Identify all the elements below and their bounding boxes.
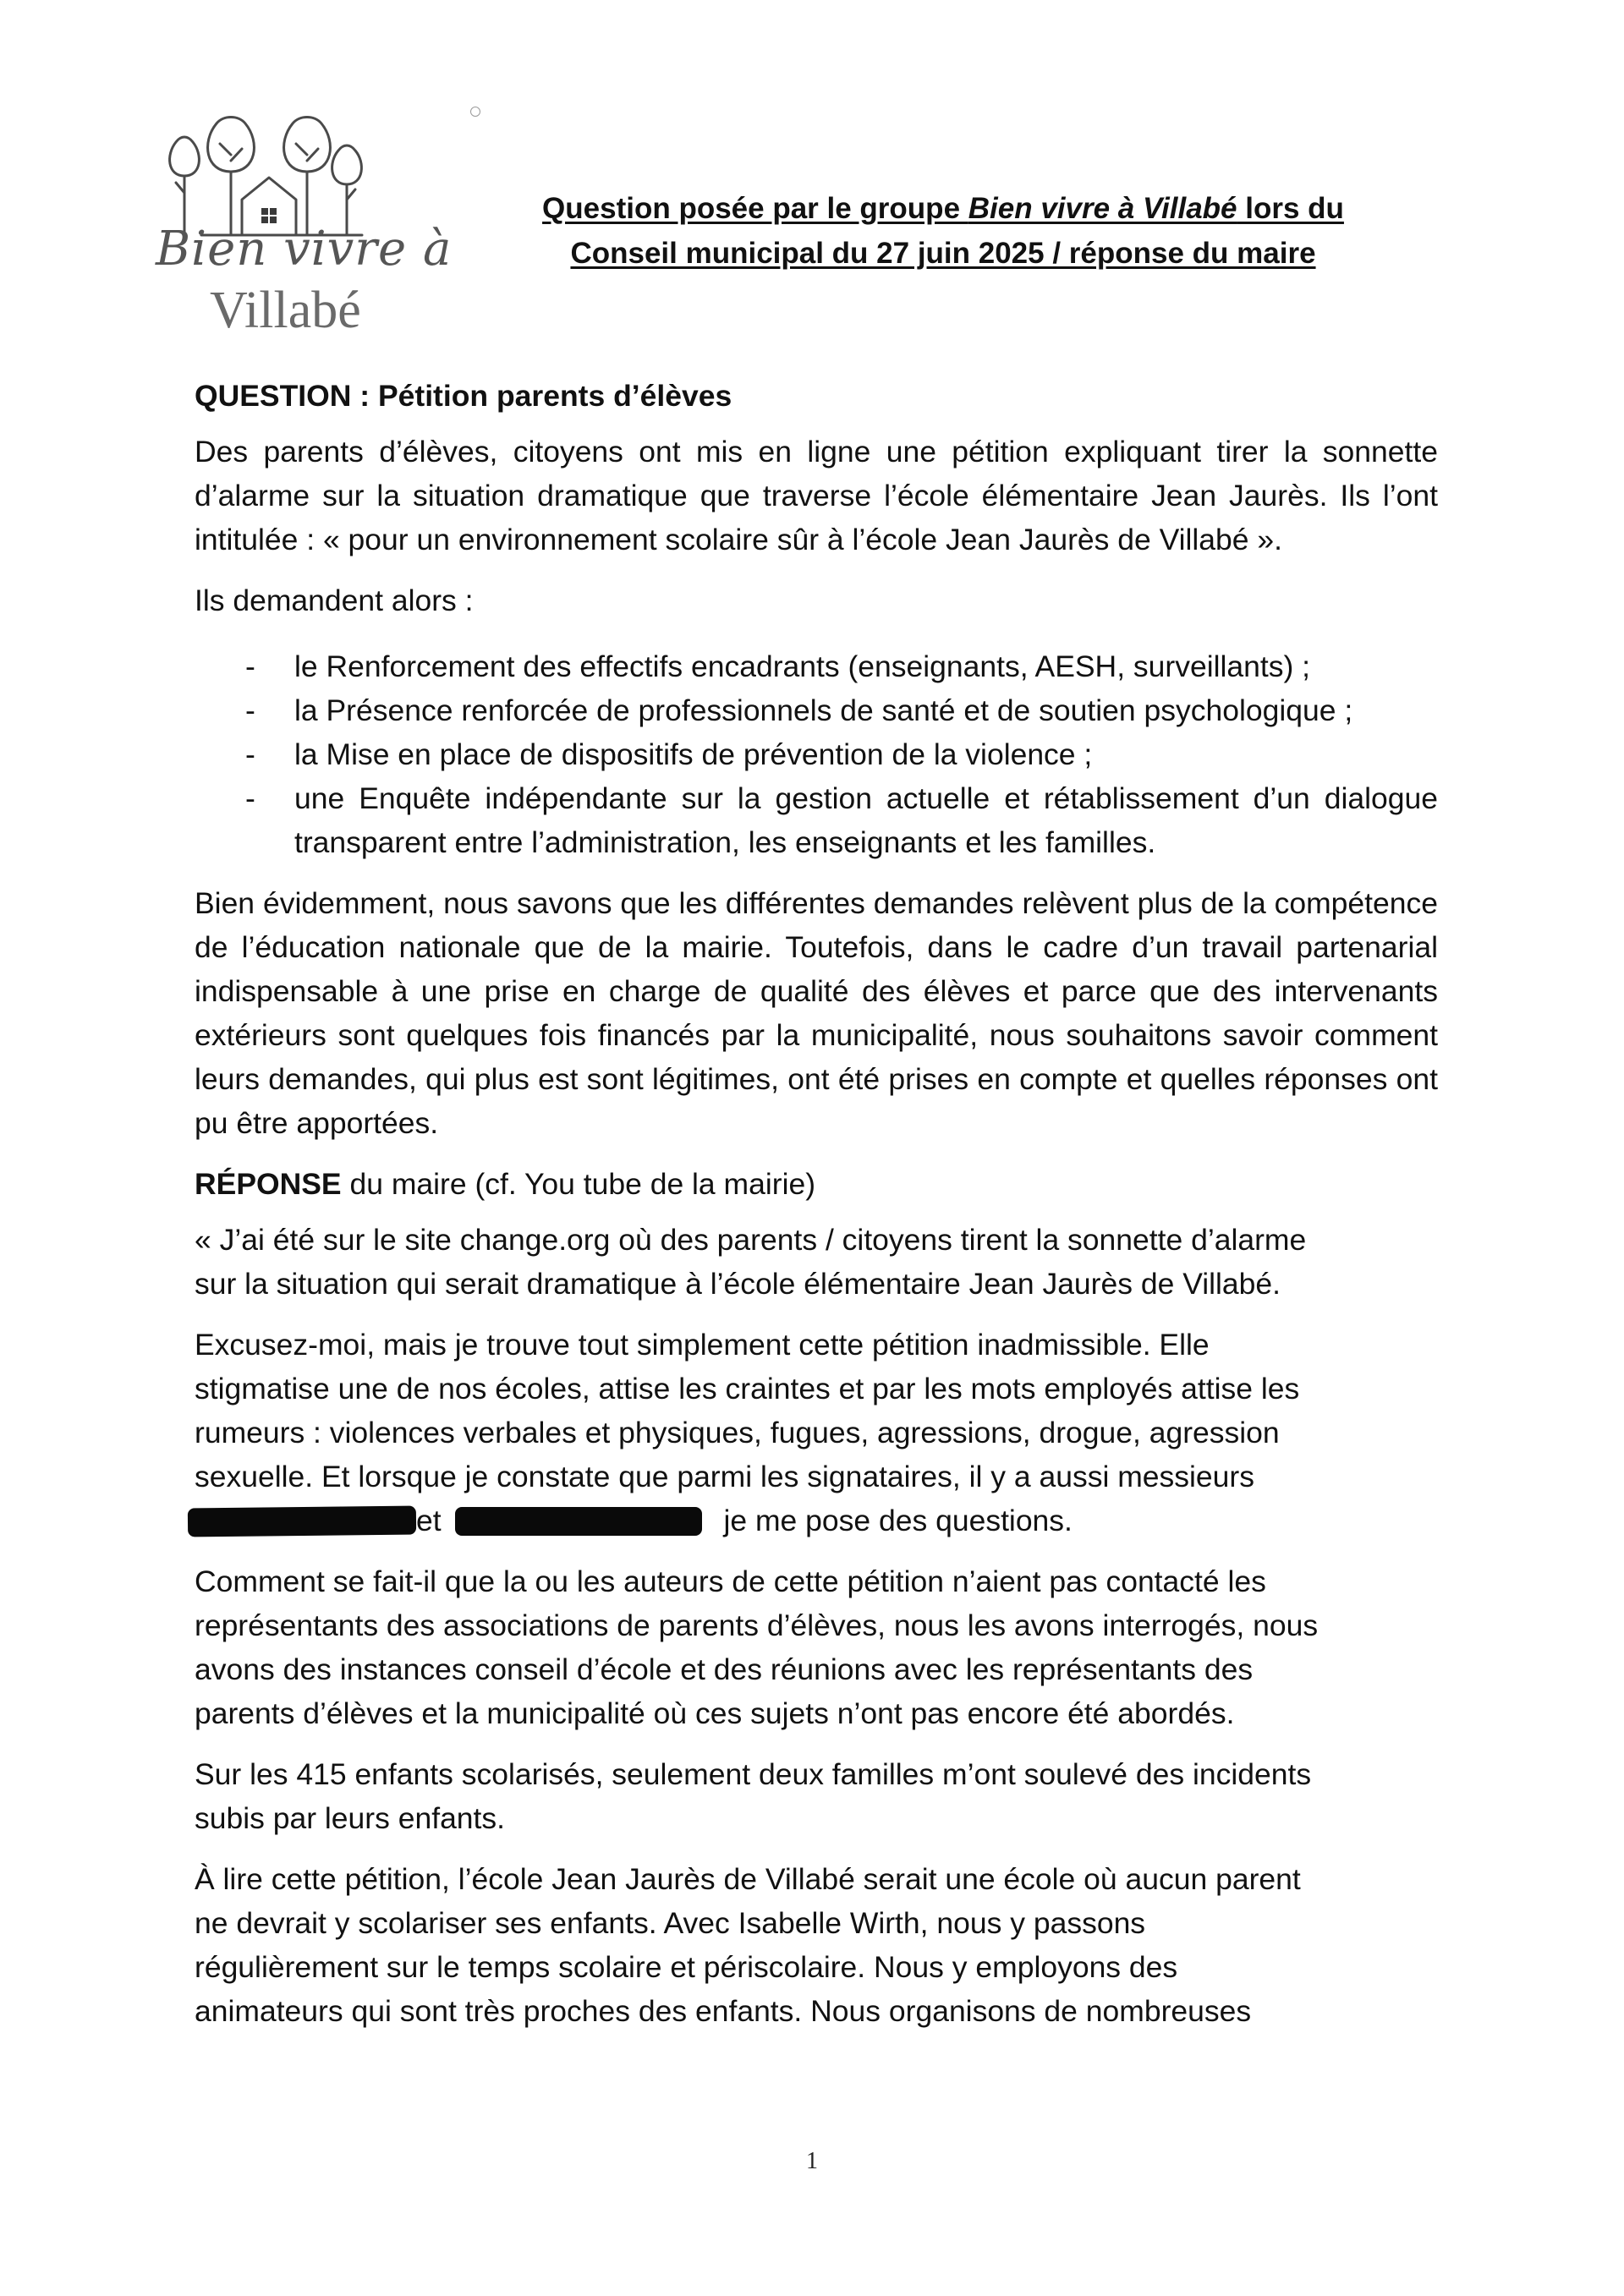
redacted-name-2 bbox=[455, 1507, 702, 1536]
title-line-2: Conseil municipal du 27 juin 2025 / réponse du maire bbox=[570, 237, 1316, 270]
demands-lead: Ils demandent alors : bbox=[195, 584, 474, 617]
page-number: 1 bbox=[806, 2148, 818, 2174]
response-paragraph-3: Comment se fait-il que la ou les auteurs de cette pétition n’aient pas contacté les représentants des associations de parents d’élèves, nous les avons interrogés, nous avons des instances conseil d’école et des réunions avec les représentants des parents d’élèves et la municipalité où ces sujets n’ont pas encore été abordés. bbox=[195, 1564, 1319, 1730]
list-item: - la Mise en place de dispositifs de prévention de la violence ; bbox=[245, 737, 1093, 771]
document-title bbox=[474, 186, 1413, 276]
response-paragraph-4: Sur les 415 enfants scolarisés, seulement deux familles m’ont soulevé des incidents subis par leurs enfants. bbox=[195, 1757, 1312, 1835]
response-paragraph-1: « J’ai été sur le site change.org où des parents / citoyens tirent la sonnette d’alarme sur la situation qui serait dramatique à l’école élémentaire Jean Jaurès de Villabé. bbox=[195, 1223, 1307, 1301]
list-item: - le Renforcement des effectifs encadrants (enseignants, AESH, surveillants) ; bbox=[245, 649, 1311, 683]
question-intro: Des parents d’élèves, citoyens ont mis en ligne une pétition expliquant tirer la sonnette d’alarme sur la situation dramatique que traverse l’école élémentaire Jean Jaurès. Ils l’ont intitulée : « pour un environnement scolaire sûr à l’école Jean Jaurès de Villabé ». bbox=[195, 435, 1438, 556]
logo-town-text: Villabé bbox=[210, 282, 361, 339]
question-closing: Bien évidemment, nous savons que les différentes demandes relèvent plus de la compétence de l’éducation nationale que de la mairie. Toutefois, dans le cadre d’un travail partenarial indispensable à une prise en charge de qualité des élèves et parce que des intervenants extérieurs sont quelques fois financés par la municipalité, nous souhaitons savoir comment leurs demandes, qui plus est sont légitimes, ont été prises en compte et quelles réponses ont pu être apportées. bbox=[195, 886, 1438, 1140]
question-heading: QUESTION : Pétition parents d’élèves bbox=[195, 379, 732, 413]
group-name: Bien vivre à Villabé bbox=[968, 192, 1237, 225]
list-item: - la Présence renforcée de professionnels de santé et de soutien psychologique ; bbox=[245, 693, 1353, 727]
decorative-circle-icon bbox=[470, 107, 480, 117]
demands-list bbox=[195, 644, 1438, 864]
title-line-1: Question posée par le groupe Bien vivre à Villabé lors du bbox=[542, 192, 1344, 225]
response-paragraph-5: À lire cette pétition, l’école Jean Jaurès de Villabé serait une école où aucun parent ne devrait y scolariser ses enfants. Avec Isabelle Wirth, nous y passons régulièrement sur le temps scolaire et périscolaire. Nous y employons des animateurs qui sont très proches des enfants. Nous organisons de nombreuses bbox=[195, 1862, 1301, 2028]
list-item: - une Enquête indépendante sur la gestion actuelle et rétablissement d’un dialogue transparent entre l’administration, les enseignants et les familles. bbox=[245, 781, 1438, 859]
logo-script-text: Bien vivre à bbox=[156, 222, 453, 277]
redacted-name-1 bbox=[188, 1506, 416, 1537]
response-heading: RÉPONSE du maire (cf. You tube de la mairie) bbox=[195, 1167, 816, 1201]
document-body bbox=[195, 374, 1438, 2050]
response-paragraph-2: Excusez-moi, mais je trouve tout simplement cette pétition inadmissible. Elle stigmatise une de nos écoles, attise les craintes et par les mots employés attise les rumeurs : violences verbales et physiques, fugues, agressions, drogue, agression sexuelle. Et lorsque je constate que parmi les signataires, il y a aussi messieurs et je me pose des questions. bbox=[195, 1323, 1438, 1543]
